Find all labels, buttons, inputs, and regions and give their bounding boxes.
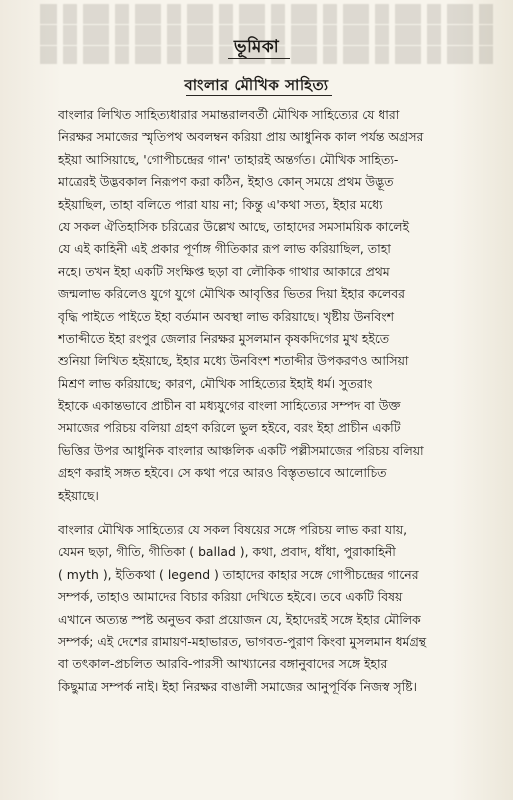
text-line: মিশ্রণ লাভ করিয়াছে; কারণ, মৌখিক সাহিত্যের ইহাই ধর্ম। সুতরাং <box>58 375 373 391</box>
text-line: যেমন ছড়া, গীতি, গীতিকা ( ballad ), কথা, প্রবাদ, ধাঁধা, পুরাকাহিনী <box>58 544 396 560</box>
text-line: হইয়াছিল, তাহা বলিতে পারা যায় না; কিন্তু এ'কথা সত্য, ইহার মধ্যে <box>58 196 383 212</box>
body-text <box>58 104 498 698</box>
text-line: যে এই কাহিনী এই প্রকার পূর্ণাঙ্গ গীতিকার রূপ লাভ করিয়াছিল, তাহা <box>58 241 391 257</box>
text-line: ইহাকে একান্তভাবে প্রাচীন বা মধ্যযুগের বাংলা সাহিত্যের সম্পদ বা উক্ত <box>58 398 401 414</box>
text-line: বাংলার মৌখিক সাহিত্যের যে সকল বিষয়ের সঙ্গে পরিচয় লাভ করা যায়, <box>58 522 408 538</box>
title-underline <box>228 58 290 59</box>
text-line: যে সকল ঐতিহাসিক চরিত্রের উল্লেখ আছে, তাহাদের সমসাময়িক কালেই <box>58 218 409 234</box>
text-line: নিরক্ষর সমাজের স্মৃতিপথ অবলম্বন করিয়া প্রায় আধুনিক কাল পর্যন্ত অগ্রসর <box>58 129 424 145</box>
text-line: মাত্রেরই উদ্ভবকাল নিরূপণ করা কঠিন, ইহাও কোন্ সময়ে প্রথম উদ্ভূত <box>58 174 394 190</box>
text-line: সমাজের পরিচয় বলিয়া গ্রহণ করিলে ভুল হইবে, বরং ইহা প্রাচীন একটি <box>58 420 401 436</box>
text-line: গ্রহণ করাই সঙ্গত হইবে। সে কথা পরে আরও বিস্তৃতভাবে আলোচিত <box>58 465 387 481</box>
text-line: শুনিয়া লিখিত হইয়াছে, ইহার মধ্যে উনবিংশ শতাব্দীর উপকরণও আসিয়া <box>58 353 409 369</box>
text-line: কিছুমাত্র সম্পর্ক নাই। ইহা নিরক্ষর বাঙালী সমাজের আনুপূর্বিক নিজস্ব সৃষ্টি। <box>58 678 417 694</box>
text-line: হইয়া আসিয়াছে, 'গোপীচন্দ্রের গান' তাহারই অন্তর্গত। মৌখিক সাহিত্য- <box>58 151 399 167</box>
text-line: সম্পর্ক; এই দেশের রামায়ণ-মহাভারত, ভাগবত-পুরাণ কিংবা মুসলমান ধর্মগ্রন্থ <box>58 633 427 649</box>
page-title: ভূমিকা <box>233 37 280 57</box>
text-line: সম্পর্ক, তাহাও আমাদের বিচার করিয়া দেখিতে হইবে। তবে একটি বিষয় <box>58 589 403 605</box>
text-line: বৃদ্ধি পাইতে পাইতে ইহা বর্তমান অবস্থা লাভ করিয়াছে। খৃষ্টীয় উনবিংশ <box>58 308 394 324</box>
text-line: বাংলার লিখিত সাহিত্যধারার সমান্তরালবর্তী মৌখিক সাহিত্যের যে ধারা <box>58 107 400 122</box>
text-line: ( myth ), ইতিকথা ( legend ) তাহাদের কাহার সঙ্গে গোপীচন্দ্রের গানের <box>58 566 419 582</box>
section-title: বাংলার মৌখিক সাহিত্য <box>184 76 329 94</box>
text-line: ভিত্তির উপর আধুনিক বাংলার আঞ্চলিক একটি পল্লীসমাজের পরিচয় বলিয়া <box>58 442 424 458</box>
paragraph-1 <box>58 104 498 507</box>
paragraph-2 <box>58 519 498 698</box>
section-title-underline <box>186 95 332 96</box>
text-line: হইয়াছে। <box>58 487 99 503</box>
text-line: বা তৎকাল-প্রচলিত আরবি-পারসী আখ্যানের বঙ্গানুবাদের সঙ্গে ইহার <box>58 656 388 672</box>
text-line: শতাব্দীতে ইহা রংপুর জেলার নিরক্ষর মুসলমান কৃষকদিগের মুখ হইতে <box>58 330 390 346</box>
text-line: এখানে অত্যন্ত স্পষ্ট অনুভব করা প্রয়োজন যে, ইহাদেরই সঙ্গে ইহার মৌলিক <box>58 611 421 627</box>
text-line: জন্মলাভ করিলেও যুগে যুগে মৌখিক আবৃত্তির ভিতর দিয়া ইহার কলেবর <box>58 286 405 302</box>
text-line: নহে। তখন ইহা একটি সংক্ষিপ্ত ছড়া বা লৌকিক গাথার আকারে প্রথম <box>58 263 390 279</box>
